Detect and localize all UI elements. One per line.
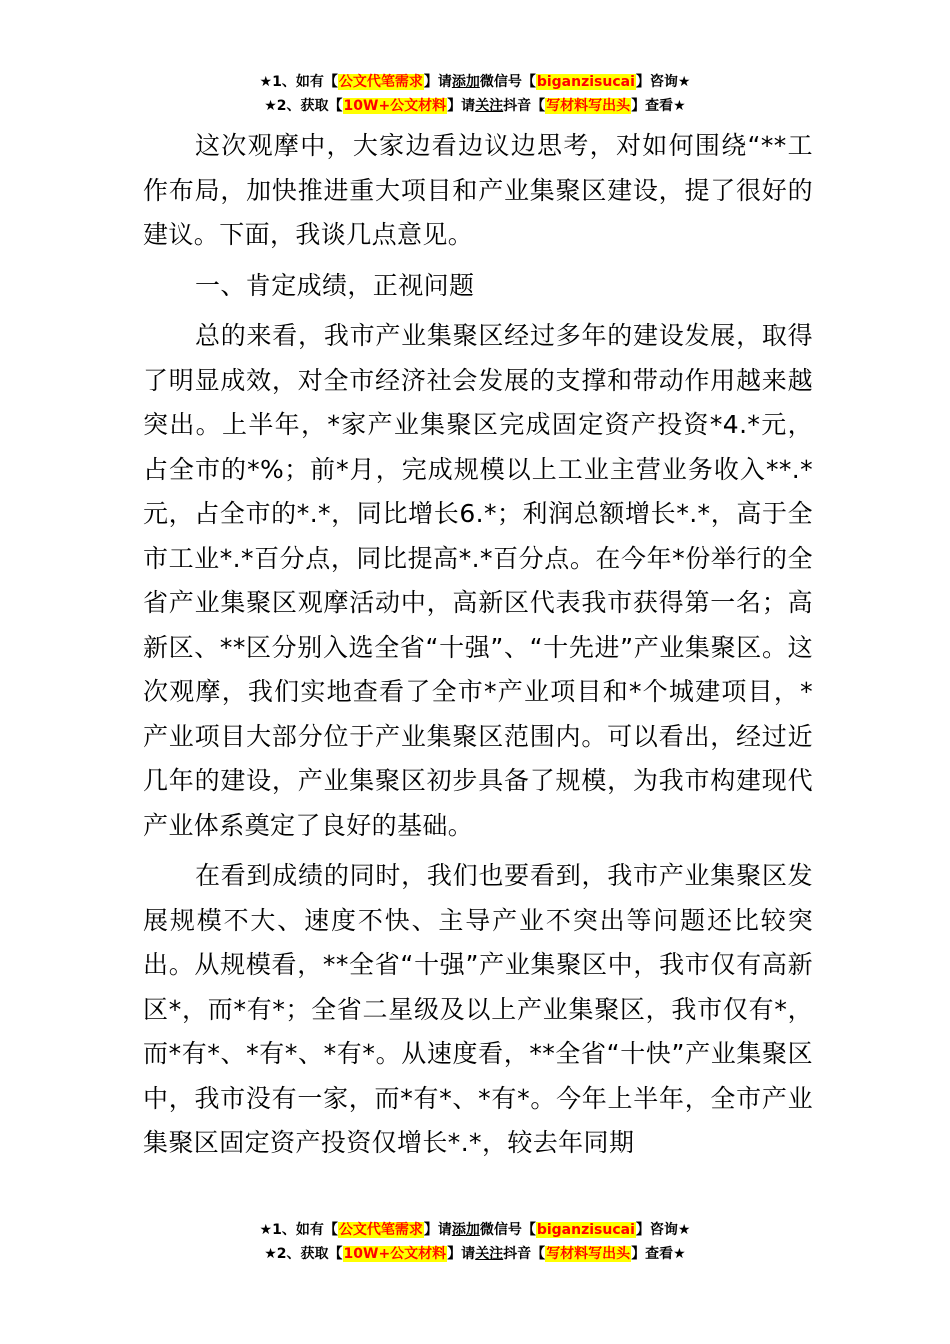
banner-highlight: 10W+公文材料: [343, 98, 447, 114]
banner-wechat-id: biganzisucai: [536, 74, 635, 90]
document-body: [143, 124, 813, 1172]
banner-highlight: 10W+公文材料: [343, 1246, 447, 1262]
banner-line-2: ★2、获取【10W+公文材料】请关注抖音【写材料写出头】查看★: [264, 1246, 686, 1262]
paragraph-problems: 在看到成绩的同时，我们也要看到，我市产业集聚区发展规模不大、速度不快、主导产业不突出等问题还比较突出。从规模看，**全省“十强”产业集聚区中，我市仅有高新区*，而*有*；全省二星级及以上产业集聚区，我市仅有*，而*有*、*有*、*有*。从速度看，**全省“十快”产业集聚区中，我市没有一家，而*有*、*有*。今年上半年，全市产业集聚区固定资产投资仅增长*.*，较去年同期: [143, 861, 813, 1157]
paragraph-intro: 这次观摩中，大家边看边议边思考，对如何围绕“**工作布局，加快推进重大项目和产业集聚区建设，提了很好的建议。下面，我谈几点意见。: [143, 131, 813, 249]
banner-highlight: 公文代笔需求: [338, 1222, 423, 1238]
banner-line-1: ★1、如有【公文代笔需求】请添加微信号【biganzisucai】咨询★: [259, 74, 691, 90]
banner-highlight: 公文代笔需求: [338, 74, 423, 90]
paragraph-achievements: 总的来看，我市产业集聚区经过多年的建设发展，取得了明显成效，对全市经济社会发展的支撑和带动作用越来越突出。上半年，*家产业集聚区完成固定资产投资*4.*元，占全市的*%；前*月，完成规模以上工业主营业务收入**.*元，占全市的*.*，同比增长6.*；利润总额增长*.*，高于全市工业*.*百分点，同比提高*.*百分点。在今年*份举行的全省产业集聚区观摩活动中，高新区代表我市获得第一名；高新区、**区分别入选全省“十强”、“十先进”产业集聚区。这次观摩，我们实地查看了全市*产业项目和*个城建项目，*产业项目大部分位于产业集聚区范围内。可以看出，经过近几年的建设，产业集聚区初步具备了规模，为我市构建现代产业体系奠定了良好的基础。: [143, 321, 813, 840]
banner-line-1: ★1、如有【公文代笔需求】请添加微信号【biganzisucai】咨询★: [259, 1222, 691, 1238]
section-heading: 一、肯定成绩，正视问题: [195, 270, 475, 300]
banner-wechat-id: biganzisucai: [536, 1222, 635, 1238]
footer-banner: [0, 1218, 950, 1266]
header-banner: [0, 70, 950, 118]
banner-douyin-id: 写材料写出头: [546, 98, 631, 114]
banner-douyin-id: 写材料写出头: [546, 1246, 631, 1262]
banner-line-2: ★2、获取【10W+公文材料】请关注抖音【写材料写出头】查看★: [264, 98, 686, 114]
